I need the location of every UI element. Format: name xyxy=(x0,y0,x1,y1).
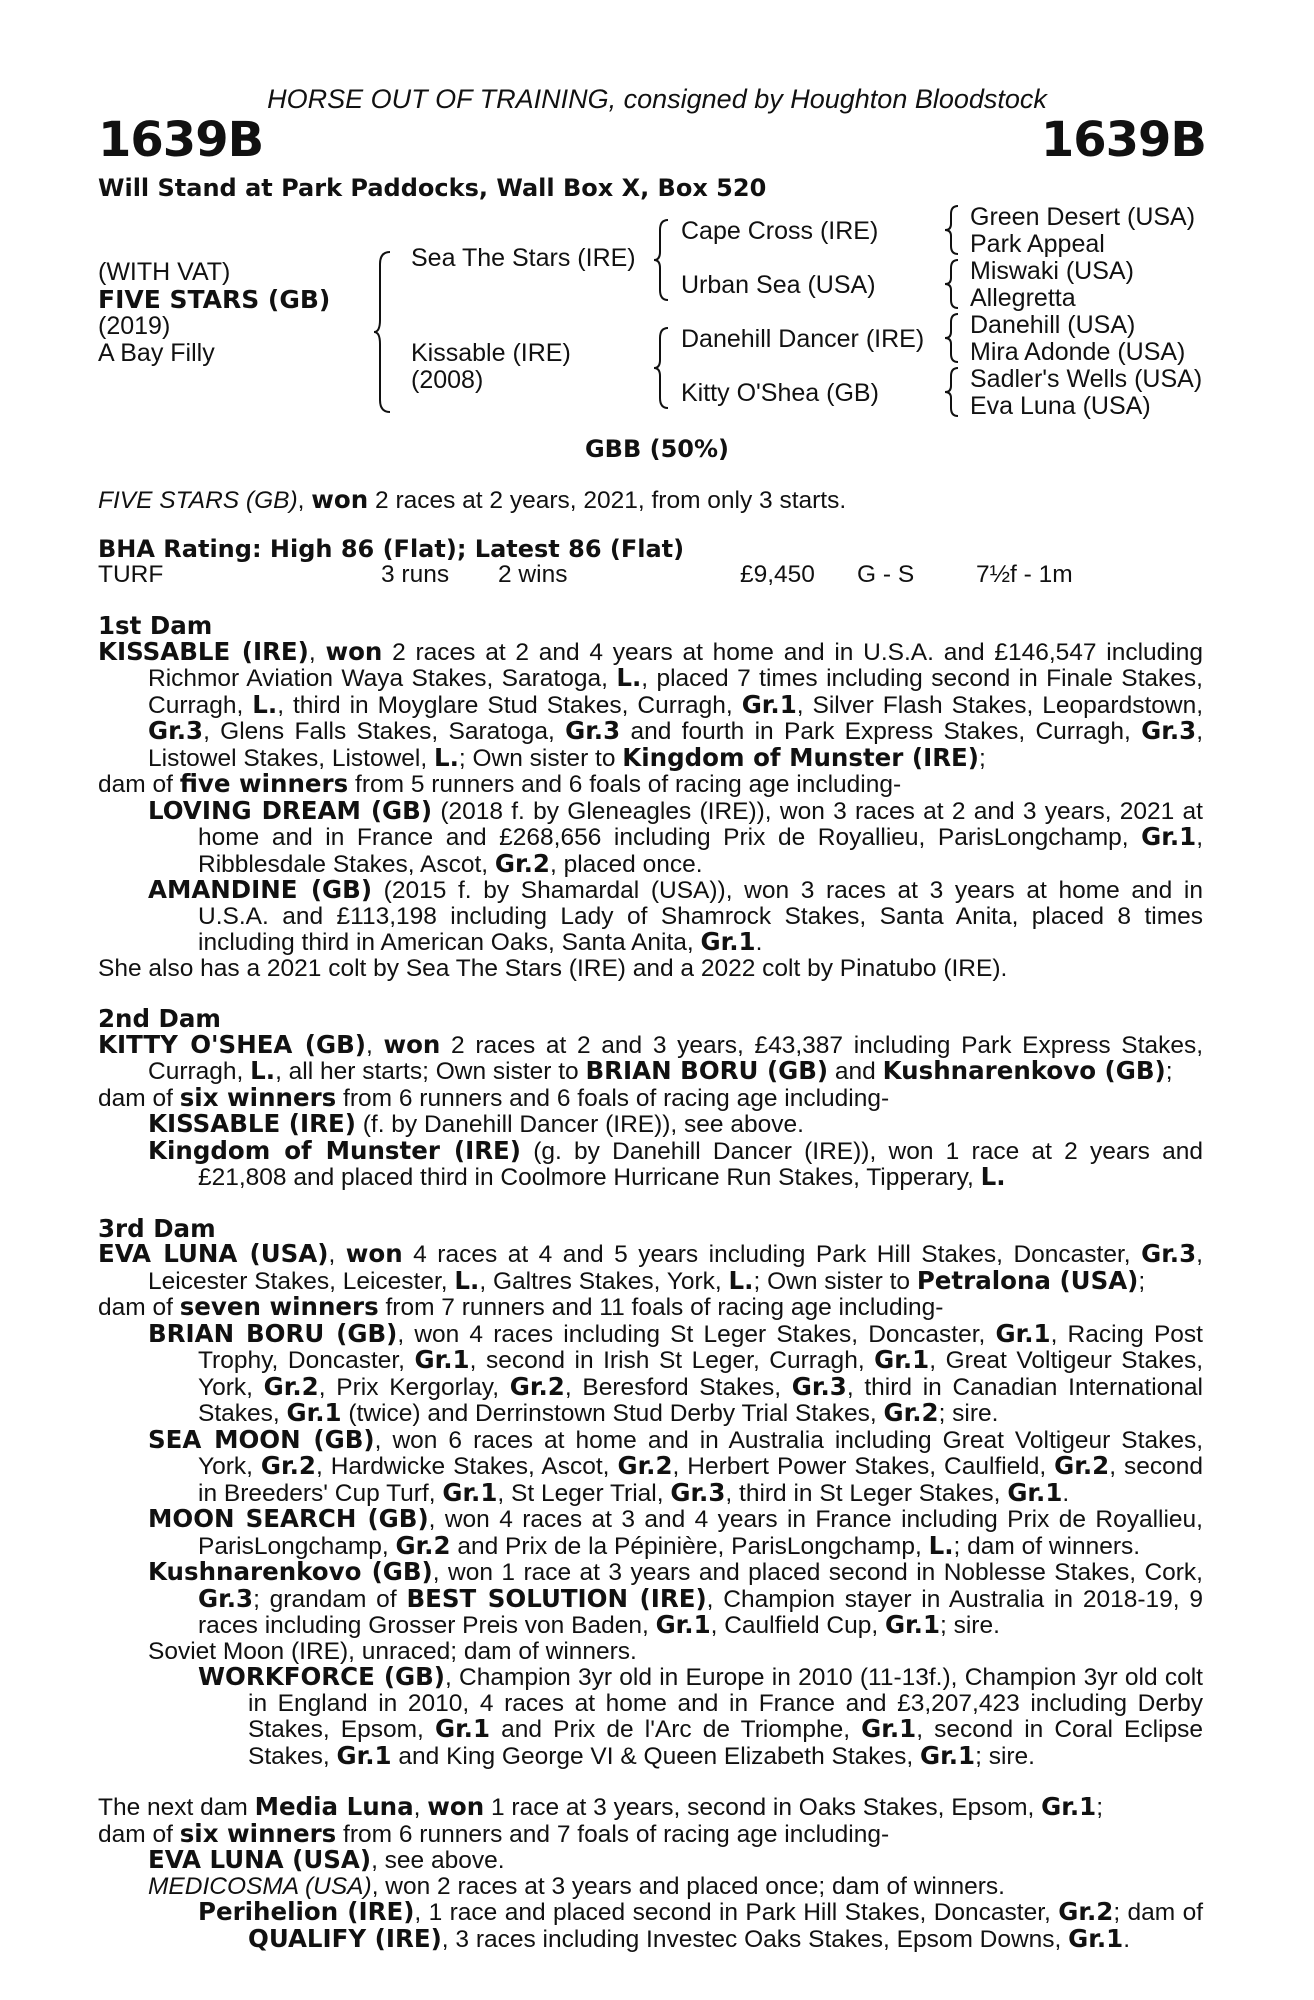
first-dam-produce-1: LOVING DREAM (GB) (2018 f. by Gleneagles (IRE)), won 3 races at 2 and 3 years, 2021 at home and in France and £268,656 including Prix de Royallieu, ParisLongchamp, Gr.1, Ribblesdale Stakes, Ascot, Gr.2, placed once. xyxy=(148,795,1203,878)
produce-name: WORKFORCE (GB) xyxy=(198,1662,445,1691)
produce-name: EVA LUNA (USA) xyxy=(148,1845,372,1874)
horse-description: A Bay Filly xyxy=(98,339,215,367)
second-dam-name: KITTY O'SHEA (GB) xyxy=(98,1029,366,1059)
consignment-heading: HORSE OUT OF TRAINING, consigned by Houghton Bloodstock xyxy=(267,84,1047,114)
horse-year: (2019) xyxy=(98,312,171,340)
first-dam-also-has: She also has a 2021 colt by Sea The Stars (IRE) and a 2022 colt by Pinatubo (IRE). xyxy=(98,954,1008,982)
produce-name: MOON SEARCH (GB) xyxy=(148,1504,429,1533)
third-dam-produce-2: SEA MOON (GB), won 6 races at home and in Australia including Great Voltigeur Stakes, York, Gr.2, Hardwicke Stakes, Ascot, Gr.2, Herbert Power Stakes, Caulfield, Gr.2, second in Breeders' Cup Turf, Gr.1, St Leger Trial, Gr.3, third in St Leger Stakes, Gr.1. xyxy=(148,1424,1204,1507)
third-dam-produce-3: MOON SEARCH (GB), won 4 races at 3 and 4 years in France including Prix de Royallieu, ParisLongchamp, Gr.2 and Prix de la Pépinière, ParisLongchamp, L.; dam of winners. xyxy=(148,1504,1203,1560)
third-dam-title: 3rd Dam xyxy=(98,1213,216,1243)
dam-sections xyxy=(98,613,1203,1952)
bha-rating: BHA Rating: High 86 (Flat); Latest 86 (Flat) xyxy=(98,535,685,563)
first-dam-section xyxy=(98,613,1203,981)
sire-sire: Cape Cross (IRE) xyxy=(681,217,879,245)
pedigree-brace-g1 xyxy=(943,204,963,256)
pedigree-brace-sire xyxy=(652,218,672,303)
first-dam-record: KISSABLE (IRE), won 2 races at 2 and 4 years at home and in U.S.A. and £146,547 including Richmor Aviation Waya Stakes, Saratoga, L., placed 7 times including second in Finale Stakes, Curragh, L., third in Moyglare Stud Stakes, Curragh, Gr.1, Silver Flash Stakes, Leopardstown, Gr.3, Glens Falls Stakes, Saratoga, Gr.3 and fourth in Park Express Stakes, Curragh, Gr.3, Listowel Stakes, Listowel, L.; Own sister to Kingdom of Munster (IRE); xyxy=(98,636,1204,772)
record-prize: £9,450 xyxy=(740,561,815,588)
second-dam-produce-intro: dam of six winners from 6 runners and 6 foals of racing age including- xyxy=(98,1082,890,1112)
fourth-dam-section xyxy=(98,1794,1203,1952)
fourth-dam-produce-1: EVA LUNA (USA), see above. xyxy=(148,1845,505,1874)
summary-won: won xyxy=(311,485,369,514)
produce-name: SEA MOON (GB) xyxy=(148,1424,375,1454)
second-dam-produce-1: KISSABLE (IRE) (f. by Danehill Dancer (IRE)), see above. xyxy=(148,1109,804,1138)
pedigree-brace-g3 xyxy=(943,312,963,364)
produce-name: BRIAN BORU (GB) xyxy=(148,1318,398,1348)
pedigree-brace-dam xyxy=(652,326,672,411)
second-dam-record: KITTY O'SHEA (GB), won 2 races at 2 and 3 years, £43,387 including Park Express Stakes, Curragh, L., all her starts; Own sister to BRIAN BORU (GB) and Kushnarenkovo (GB); xyxy=(98,1029,1203,1085)
produce-name: Perihelion (IRE) xyxy=(198,1897,415,1926)
inbreeding-note: GBB (50%) xyxy=(584,435,730,463)
record-wins: 2 wins xyxy=(498,561,568,588)
third-dam-grandproduce-1: WORKFORCE (GB), Champion 3yr old in Europe in 2010 (11-13f.), Champion 3yr old colt in England in 2010, 4 races at home and in France and £3,207,423 including Derby Stakes, Epsom, Gr.1 and Prix de l'Arc de Triomphe, Gr.1, second in Coral Eclipse Stakes, Gr.1 and King George VI & Queen Elizabeth Stakes, Gr.1; sire. xyxy=(198,1662,1203,1770)
third-dam-produce-1: BRIAN BORU (GB), won 4 races including St Leger Stakes, Doncaster, Gr.1, Racing Post Trophy, Doncaster, Gr.1, second in Irish St Leger, Curragh, Gr.1, Great Voltigeur Stakes, York, Gr.2, Prix Kergorlay, Gr.2, Beresford Stakes, Gr.3, third in Canadian International Stakes, Gr.1 (twice) and Derrinstown Stud Derby Trial Stakes, Gr.2; sire. xyxy=(148,1318,1203,1427)
summary-horse-name: FIVE STARS (GB) xyxy=(98,487,298,514)
lot-number-left: 1639B xyxy=(98,112,264,168)
dam-name: Kissable (IRE) xyxy=(411,339,571,367)
dam-year: (2008) xyxy=(411,366,484,394)
first-dam-name: KISSABLE (IRE) xyxy=(98,636,309,666)
vat-note: (WITH VAT) xyxy=(98,258,231,286)
produce-name: LOVING DREAM (GB) xyxy=(148,795,433,825)
fourth-dam-grandproduce-1: Perihelion (IRE), 1 race and placed second in Park Hill Stakes, Doncaster, Gr.2; dam of QUALIFY (IRE), 3 races including Investec Oaks Stakes, Epsom Downs, Gr.1. xyxy=(198,1897,1204,1953)
lot-number-right: 1639B xyxy=(1040,112,1206,168)
ggp-7: Sadler's Wells (USA) xyxy=(970,365,1203,393)
record-distance: 7½f - 1m xyxy=(976,561,1073,588)
fourth-dam-produce-2: MEDICOSMA (USA), won 2 races at 3 years and placed once; dam of winners. xyxy=(148,1872,1005,1900)
third-dam-record: EVA LUNA (USA), won 4 races at 4 and 5 years including Park Hill Stakes, Doncaster, Gr.3, Leicester Stakes, Leicester, L., Galtres Stakes, York, L.; Own sister to Petralona (USA); xyxy=(98,1239,1203,1295)
second-dam-title: 2nd Dam xyxy=(98,1004,221,1033)
first-dam-produce-2: AMANDINE (GB) (2015 f. by Shamardal (USA)), won 3 races at 3 years at home and in U.S.A. and £113,198 including Lady of Shamrock Stakes, Santa Anita, placed 8 times including third in American Oaks, Santa Anita, Gr.1. xyxy=(148,875,1203,956)
third-dam-name: EVA LUNA (USA) xyxy=(98,1239,329,1268)
second-dam-section xyxy=(98,1006,1203,1191)
ggp-1: Green Desert (USA) xyxy=(970,203,1196,231)
third-dam-produce-4: Kushnarenkovo (GB), won 1 race at 3 years and placed second in Noblesse Stakes, Cork, Gr.3; grandam of BEST SOLUTION (IRE), Champion stayer in Australia in 2018-19, 9 races including Grosser Preis von Baden, Gr.1, Caulfield Cup, Gr.1; sire. xyxy=(148,1557,1203,1639)
first-dam-title: 1st Dam xyxy=(98,611,213,640)
racing-record-row xyxy=(98,561,1198,589)
dam-sire: Danehill Dancer (IRE) xyxy=(681,325,925,353)
fourth-dam-record: The next dam Media Luna, won 1 race at 3 years, second in Oaks Stakes, Epsom, Gr.1; xyxy=(98,1792,1104,1821)
third-dam-produce-intro: dam of seven winners from 7 runners and 11 foals of racing age including- xyxy=(98,1292,944,1321)
record-runs: 3 runs xyxy=(381,561,450,588)
pedigree-brace-g2 xyxy=(943,258,963,310)
summary-text: 2 races at 2 years, 2021, from only 3 starts. xyxy=(368,487,847,514)
fourth-dam-produce-intro: dam of six winners from 6 runners and 7 foals of racing age including- xyxy=(98,1818,890,1848)
third-dam-section xyxy=(98,1213,1204,1770)
produce-name: MEDICOSMA (USA) xyxy=(148,1872,372,1900)
ggp-4: Allegretta xyxy=(970,284,1076,312)
pedigree-brace-g4 xyxy=(943,366,963,418)
record-surface: TURF xyxy=(98,561,164,588)
ggp-8: Eva Luna (USA) xyxy=(970,392,1151,420)
ggp-6: Mira Adonde (USA) xyxy=(970,338,1186,366)
produce-name: KISSABLE (IRE) xyxy=(148,1109,356,1138)
third-dam-produce-5: Soviet Moon (IRE), unraced; dam of winners. xyxy=(148,1637,637,1665)
ggp-2: Park Appeal xyxy=(970,230,1105,258)
second-dam-produce-2: Kingdom of Munster (IRE) (g. by Danehill Dancer (IRE)), won 1 race at 2 years and £21,808 and placed third in Coolmore Hurricane Run Stakes, Tipperary, L. xyxy=(148,1135,1203,1191)
stand-location: Will Stand at Park Paddocks, Wall Box X, Box 520 xyxy=(98,174,767,202)
produce-name: Kingdom of Munster (IRE) xyxy=(148,1135,521,1165)
record-going: G - S xyxy=(857,561,915,588)
race-summary: FIVE STARS (GB), won 2 races at 2 years, 2021, from only 3 starts. xyxy=(98,485,847,514)
horse-name: FIVE STARS (GB) xyxy=(98,285,331,314)
pedigree-brace-main xyxy=(372,250,394,415)
produce-name: AMANDINE (GB) xyxy=(148,875,373,904)
sire-dam: Urban Sea (USA) xyxy=(681,271,876,299)
fourth-dam-name: Media Luna xyxy=(254,1792,414,1821)
first-dam-produce-intro: dam of five winners from 5 runners and 6 foals of racing age including- xyxy=(98,769,902,798)
sire-name: Sea The Stars (IRE) xyxy=(411,244,636,272)
dam-dam: Kitty O'Shea (GB) xyxy=(681,379,879,407)
ggp-5: Danehill (USA) xyxy=(970,311,1136,339)
produce-name: Kushnarenkovo (GB) xyxy=(148,1557,433,1586)
ggp-3: Miswaki (USA) xyxy=(970,257,1134,285)
